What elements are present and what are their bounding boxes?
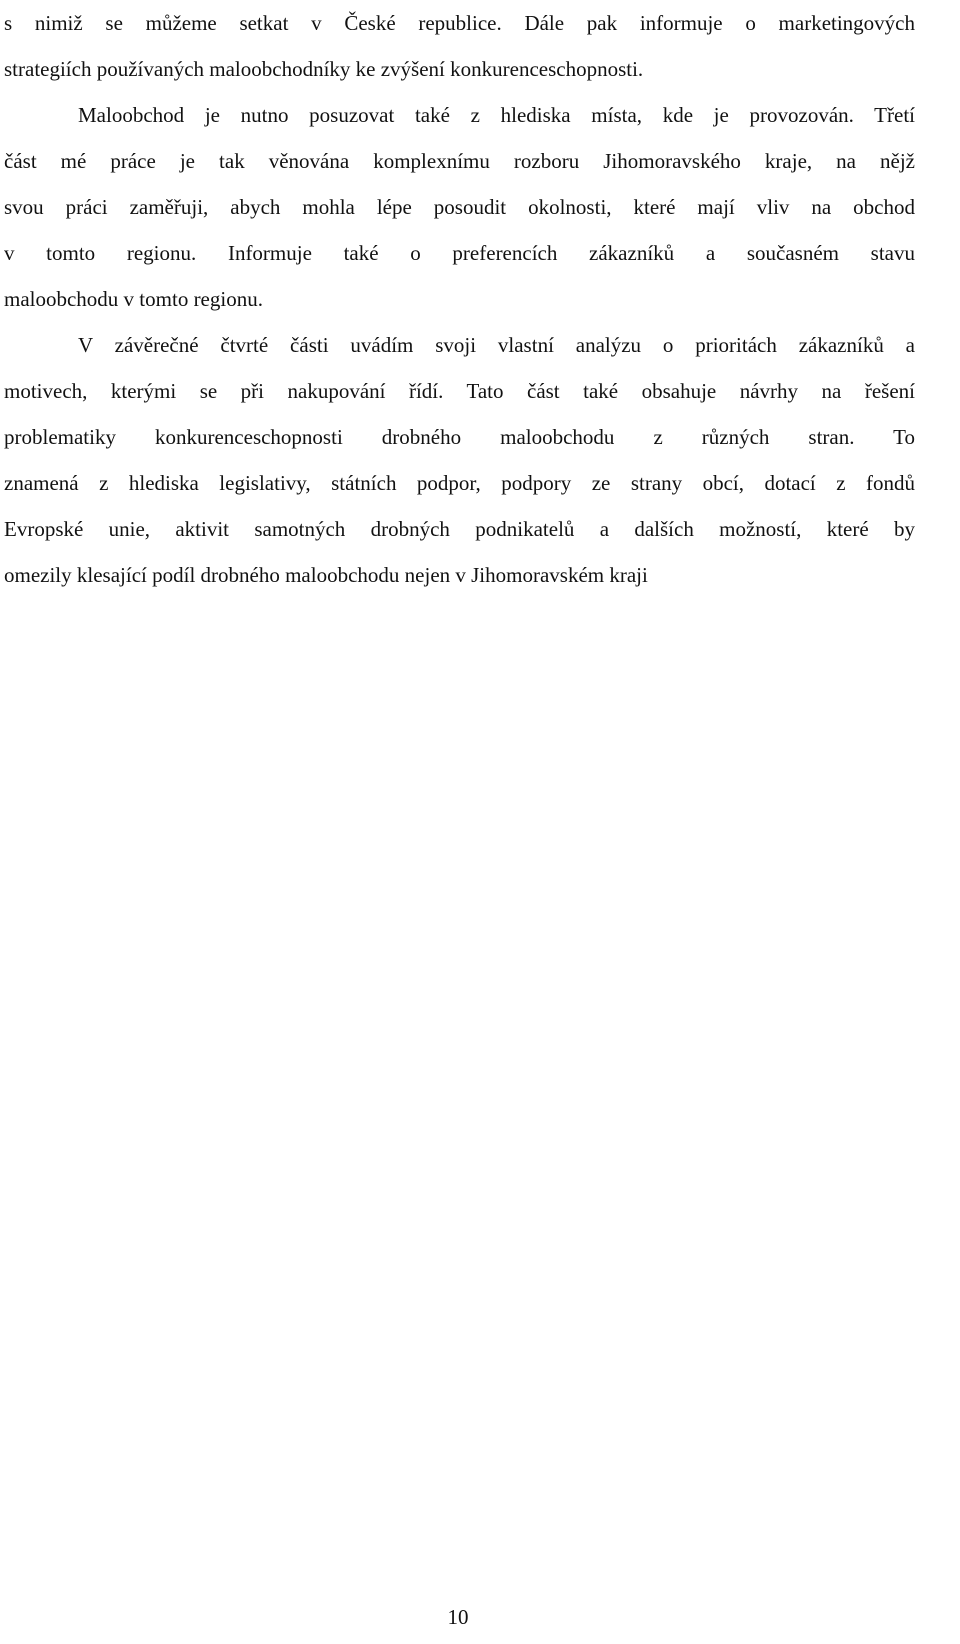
- paragraph-2: [4, 92, 915, 322]
- text-line: maloobchodu v tomto regionu.: [4, 287, 263, 311]
- text-line: v tomto regionu. Informuje také o preferencích zákazníků a současném stavu: [4, 241, 915, 265]
- text-line: Evropské unie, aktivit samotných drobných podnikatelů a dalších možností, které by: [4, 517, 915, 541]
- page-number: 10: [447, 1605, 469, 1629]
- text-line: V závěrečné čtvrté části uvádím svoji vlastní analýzu o prioritách zákazníků a: [78, 333, 915, 357]
- text-line: svou práci zaměřuji, abych mohla lépe posoudit okolnosti, které mají vliv na obchod: [4, 195, 915, 219]
- text-line: omezily klesající podíl drobného maloobchodu nejen v Jihomoravském kraji: [4, 563, 648, 587]
- text-line: znamená z hlediska legislativy, státních podpor, podpory ze strany obcí, dotací z fondů: [4, 471, 915, 495]
- text-line: problematiky konkurenceschopnosti drobného maloobchodu z různých stran. To: [4, 425, 915, 449]
- text-line: Maloobchod je nutno posuzovat také z hlediska místa, kde je provozován. Třetí: [78, 103, 915, 127]
- paragraph-1: [4, 0, 915, 92]
- text-line: s nimiž se můžeme setkat v České republice. Dále pak informuje o marketingových: [4, 11, 915, 35]
- text-line: strategiích používaných maloobchodníky ke zvýšení konkurenceschopnosti.: [4, 57, 644, 81]
- text-line: motivech, kterými se při nakupování řídí. Tato část také obsahuje návrhy na řešení: [4, 379, 915, 403]
- paragraph-3: [4, 322, 915, 598]
- text-line: část mé práce je tak věnována komplexnímu rozboru Jihomoravského kraje, na nějž: [4, 149, 915, 173]
